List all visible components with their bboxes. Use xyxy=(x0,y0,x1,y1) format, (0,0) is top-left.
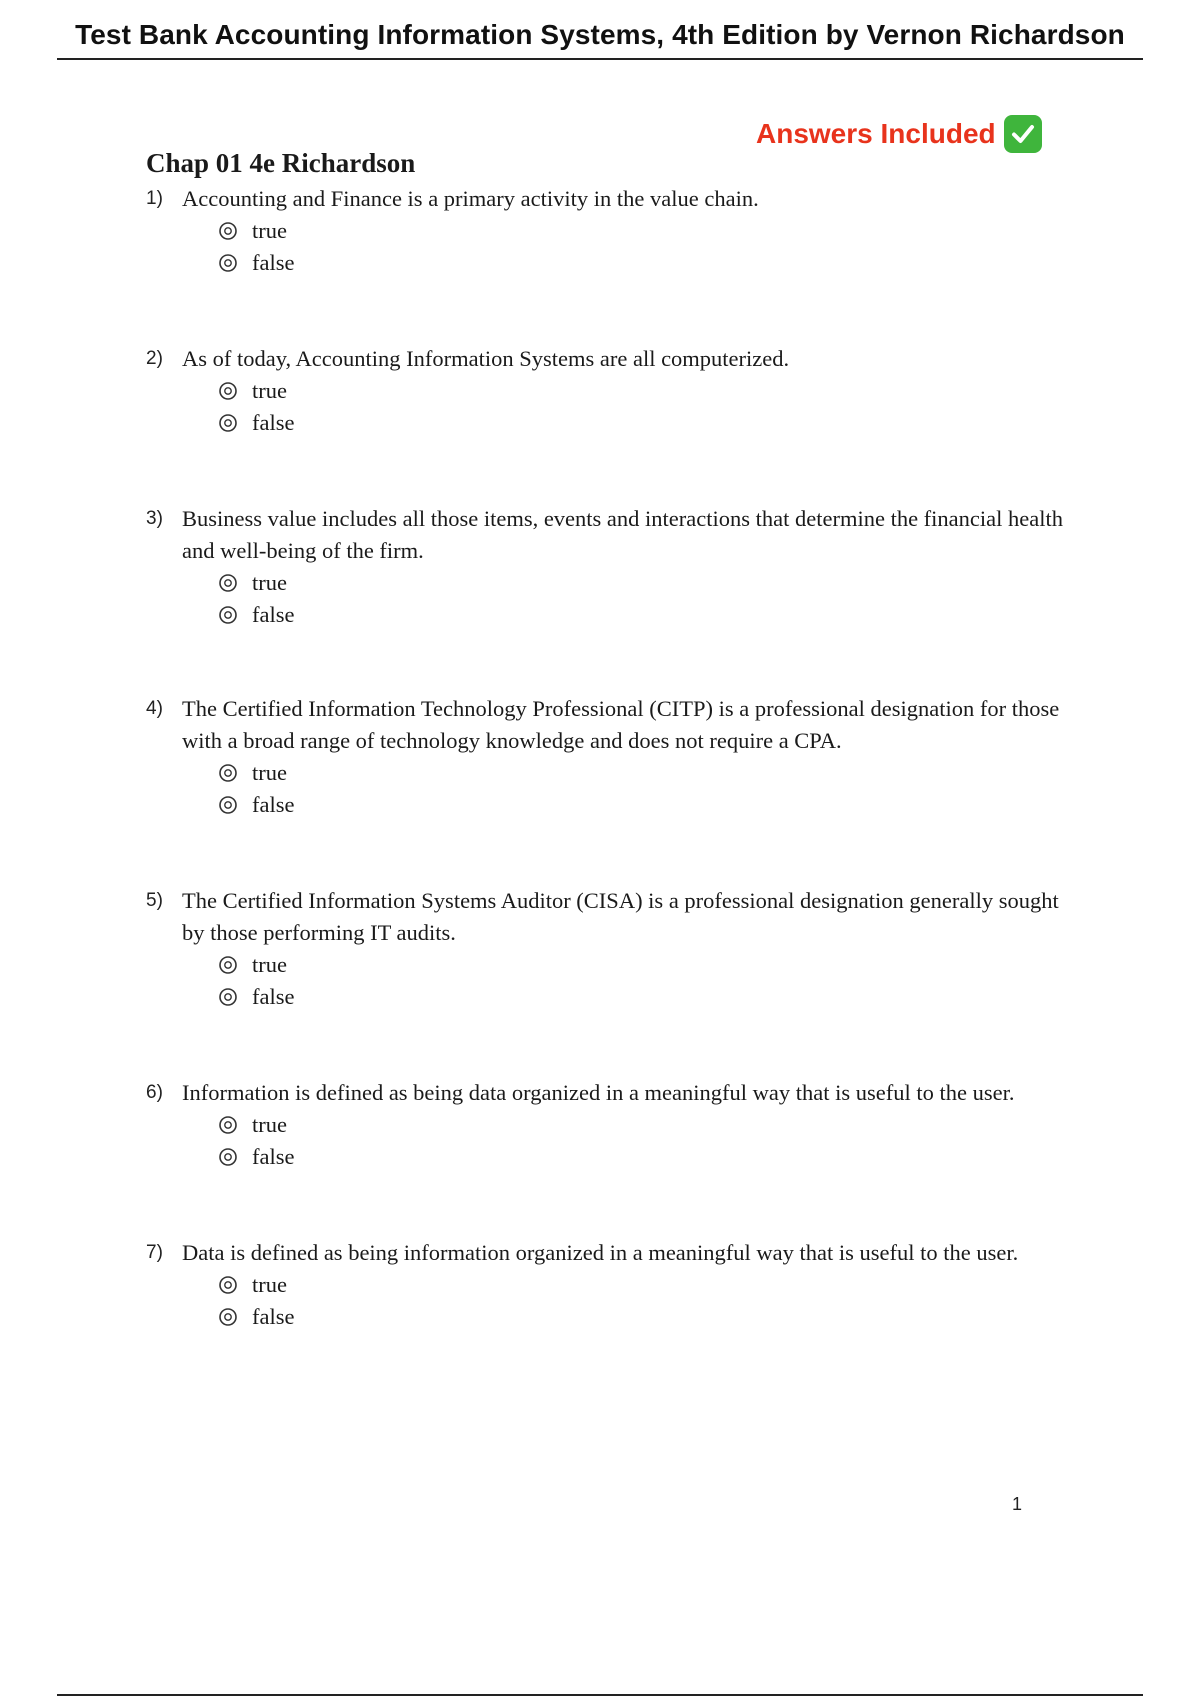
radio-button-icon[interactable] xyxy=(218,413,238,433)
answers-included-label: Answers Included xyxy=(756,118,996,149)
option-true[interactable] xyxy=(218,375,1086,407)
question-4 xyxy=(146,693,1086,821)
question-text: Information is defined as being data organized in a meaningful way that is useful to the user. xyxy=(182,1080,1015,1105)
question-number: 2) xyxy=(146,348,163,369)
question-7 xyxy=(146,1237,1086,1333)
page-header-title: Test Bank Accounting Information Systems, 4th Edition by Vernon Richardson xyxy=(75,19,1125,50)
radio-button-icon[interactable] xyxy=(218,253,238,273)
radio-button-icon[interactable] xyxy=(218,1307,238,1327)
question-number: 7) xyxy=(146,1242,163,1263)
radio-button-icon[interactable] xyxy=(218,605,238,625)
option-true[interactable] xyxy=(218,1269,1086,1301)
question-text: Accounting and Finance is a primary activity in the value chain. xyxy=(182,186,759,211)
radio-button-icon[interactable] xyxy=(218,1275,238,1295)
radio-button-icon[interactable] xyxy=(218,795,238,815)
question-text: Data is defined as being information organized in a meaningful way that is useful to the user. xyxy=(182,1240,1019,1265)
question-2 xyxy=(146,343,1086,439)
option-label: true xyxy=(252,1272,287,1297)
answers-included-badge xyxy=(756,114,1042,154)
radio-button-icon[interactable] xyxy=(218,763,238,783)
option-true[interactable] xyxy=(218,949,1086,981)
option-label: true xyxy=(252,952,287,977)
question-6 xyxy=(146,1077,1086,1173)
question-number: 6) xyxy=(146,1082,163,1103)
option-label: false xyxy=(252,250,295,275)
radio-button-icon[interactable] xyxy=(218,381,238,401)
option-label: false xyxy=(252,984,295,1009)
question-1 xyxy=(146,183,1086,279)
option-false[interactable] xyxy=(218,1301,1086,1333)
radio-button-icon[interactable] xyxy=(218,987,238,1007)
option-label: false xyxy=(252,602,295,627)
page-header xyxy=(57,16,1143,60)
question-text: Business value includes all those items, events and interactions that determine the financial health and well-being of the firm. xyxy=(182,506,1063,563)
option-label: false xyxy=(252,1304,295,1329)
option-false[interactable] xyxy=(218,1141,1086,1173)
question-5 xyxy=(146,885,1086,1013)
footer-rule xyxy=(57,1694,1143,1696)
option-label: true xyxy=(252,1112,287,1137)
option-label: true xyxy=(252,570,287,595)
question-number: 4) xyxy=(146,698,163,719)
option-label: true xyxy=(252,760,287,785)
question-3 xyxy=(146,503,1086,631)
radio-button-icon[interactable] xyxy=(218,1115,238,1135)
option-false[interactable] xyxy=(218,981,1086,1013)
option-false[interactable] xyxy=(218,599,1086,631)
option-true[interactable] xyxy=(218,215,1086,247)
option-label: true xyxy=(252,218,287,243)
question-number: 3) xyxy=(146,508,163,529)
question-number: 1) xyxy=(146,188,163,209)
option-true[interactable] xyxy=(218,1109,1086,1141)
radio-button-icon[interactable] xyxy=(218,955,238,975)
option-false[interactable] xyxy=(218,247,1086,279)
question-text: As of today, Accounting Information Systems are all computerized. xyxy=(182,346,790,371)
option-label: true xyxy=(252,378,287,403)
question-text: The Certified Information Technology Professional (CITP) is a professional designation for those with a broad range of technology knowledge and does not require a CPA. xyxy=(182,696,1060,753)
option-label: false xyxy=(252,792,295,817)
check-mark-button-icon xyxy=(1004,115,1042,153)
option-label: false xyxy=(252,410,295,435)
page-number: 1 xyxy=(1012,1494,1023,1514)
radio-button-icon[interactable] xyxy=(218,221,238,241)
option-true[interactable] xyxy=(218,567,1086,599)
option-label: false xyxy=(252,1144,295,1169)
option-false[interactable] xyxy=(218,789,1086,821)
option-false[interactable] xyxy=(218,407,1086,439)
radio-button-icon[interactable] xyxy=(218,573,238,593)
option-true[interactable] xyxy=(218,757,1086,789)
question-text: The Certified Information Systems Auditor (CISA) is a professional designation generally sought by those performing IT audits. xyxy=(182,888,1059,945)
radio-button-icon[interactable] xyxy=(218,1147,238,1167)
question-number: 5) xyxy=(146,890,163,911)
chapter-title: Chap 01 4e Richardson xyxy=(146,148,416,178)
